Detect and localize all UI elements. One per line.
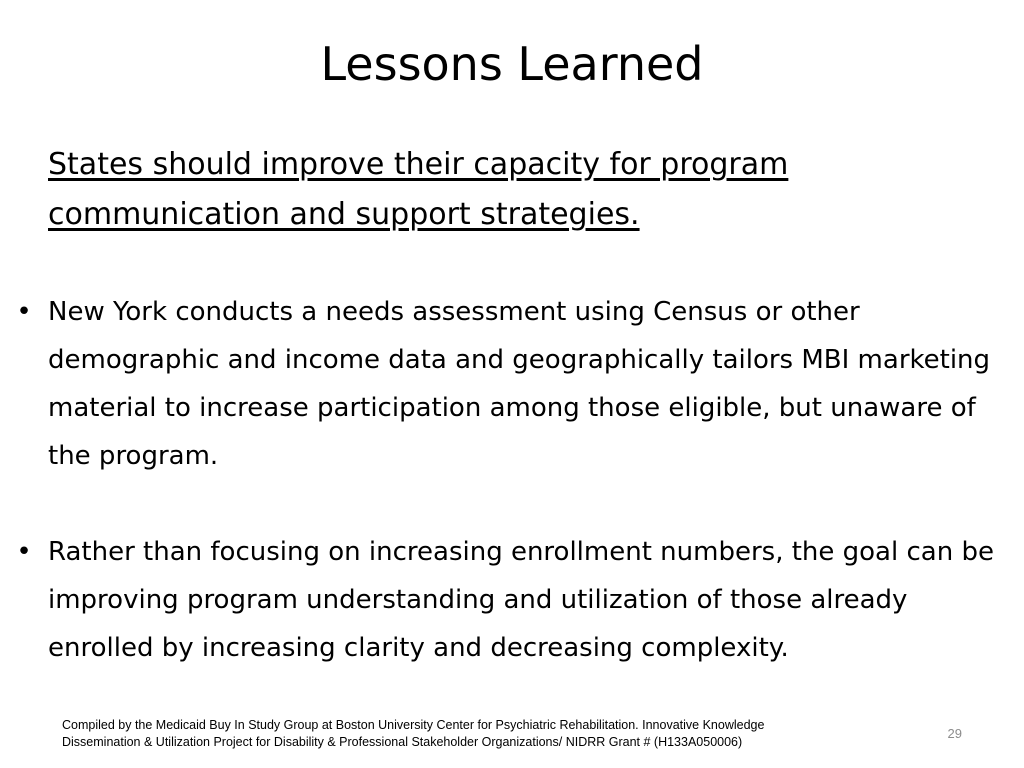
footer-credit [62, 717, 922, 751]
slide-title: Lessons Learned [320, 37, 704, 91]
bullet-item [0, 528, 1000, 672]
bullet-marker: • [16, 297, 32, 327]
bullet-text: Rather than focusing on increasing enrollment numbers, the goal can be improving program understanding and utilization of those already enrolled by increasing clarity and decreasing complexity. [48, 537, 994, 663]
bullet-text: New York conducts a needs assessment using Census or other demographic and income data and geographically tailors MBI marketing material to increase participation among those eligible, but unaware of the program. [48, 297, 991, 471]
bullet-list [0, 288, 1000, 672]
bullet-item [0, 288, 1000, 480]
footer-line: Compiled by the Medicaid Buy In Study Group at Boston University Center for Psychiatric Rehabilitation. Innovative Knowledge [62, 718, 765, 732]
page-number: 29 [947, 726, 962, 741]
slide-subheading: States should improve their capacity for program communication and support strategies. [48, 147, 789, 232]
footer-line: Dissemination & Utilization Project for Disability & Professional Stakeholder Organizations/ NIDRR Grant # (H133A050006) [62, 735, 743, 749]
bullet-marker: • [16, 537, 32, 567]
